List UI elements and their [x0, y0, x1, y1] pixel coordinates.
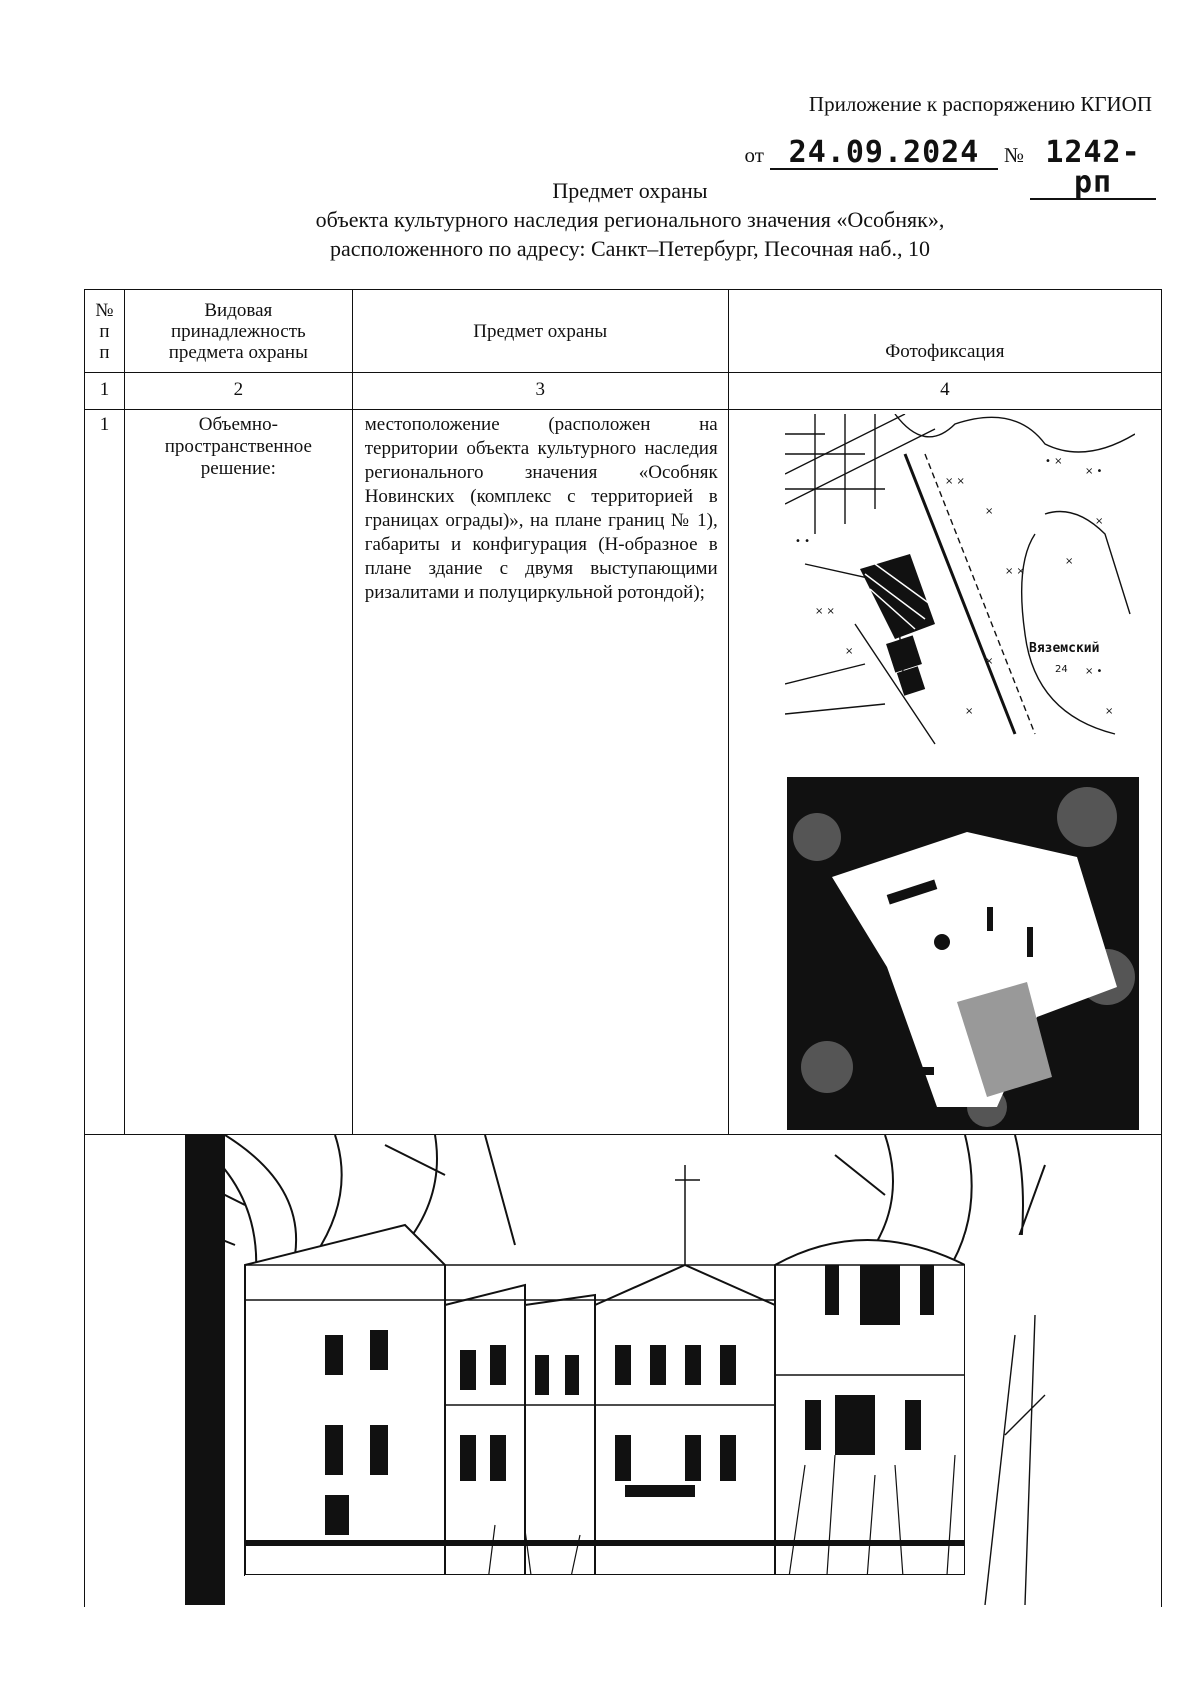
plan-number: 24: [1054, 664, 1068, 675]
svg-text:×: ×: [964, 706, 974, 717]
number-sign: №: [1003, 143, 1024, 167]
svg-text:× •: × •: [1084, 466, 1103, 477]
column-number-row: [85, 373, 1162, 410]
facade-photo-cell: [85, 1135, 1162, 1608]
title-line-1: Предмет охраны: [552, 178, 708, 203]
column-number: 1: [85, 373, 125, 410]
svg-text:×: ×: [1094, 516, 1104, 527]
order-date: 24.09.2024: [770, 138, 998, 170]
protection-subject-table: [84, 289, 1162, 1607]
svg-text:×: ×: [844, 646, 854, 657]
row-number: 1: [85, 410, 125, 1135]
order-number: 1242-рп: [1030, 138, 1156, 200]
col-header-kind: Видовая принадлежность предмета охраны: [124, 290, 352, 373]
facade-photo: [185, 1135, 1055, 1605]
column-number: 3: [352, 373, 728, 410]
svg-text:• •: • •: [794, 536, 810, 547]
svg-text:× ×: × ×: [1004, 566, 1025, 577]
title-line-3: расположенного по адресу: Санкт–Петербург, Песочная наб., 10: [330, 236, 930, 261]
svg-text:× •: × •: [1084, 666, 1103, 677]
row-photos: [728, 410, 1161, 1135]
table-row: [85, 410, 1162, 1135]
svg-text:×: ×: [1064, 556, 1074, 567]
col-header-subject: Предмет охраны: [352, 290, 728, 373]
svg-text:×: ×: [984, 656, 994, 667]
svg-text:×: ×: [1104, 706, 1114, 717]
table-row: [85, 1135, 1162, 1608]
row-kind: Объемно- пространственное решение:: [124, 410, 352, 1135]
svg-text:×: ×: [984, 506, 994, 517]
aerial-photo: [787, 777, 1139, 1130]
column-number: 2: [124, 373, 352, 410]
svg-text:× ×: × ×: [814, 606, 835, 617]
column-number: 4: [728, 373, 1161, 410]
appendix-title: Приложение к распоряжению КГИОП: [808, 92, 1152, 116]
title-line-2: объекта культурного наследия регионального значения «Особняк»,: [315, 207, 945, 232]
col-header-photo: Фотофиксация: [728, 290, 1161, 373]
svg-text:× ×: × ×: [944, 476, 965, 487]
boundary-plan-image: [785, 414, 1135, 750]
col-header-no: № п п: [85, 290, 125, 373]
row-subject: местоположение (расположен на территории объекта культурного наследия регионального значения «Особняк Новинских (комплекс с территорией в границах ограды)», на плане границ № 1), габариты и конфигурация (Н-образное в плане здание с двумя выступающими ризалитами и полуциркульной ротондой);: [352, 410, 728, 1135]
svg-text:• ×: • ×: [1044, 456, 1063, 467]
plan-label: Вяземский: [1028, 641, 1100, 656]
from-label: от: [744, 143, 764, 167]
document-title: [0, 176, 1200, 263]
table-header-row: [85, 290, 1162, 373]
